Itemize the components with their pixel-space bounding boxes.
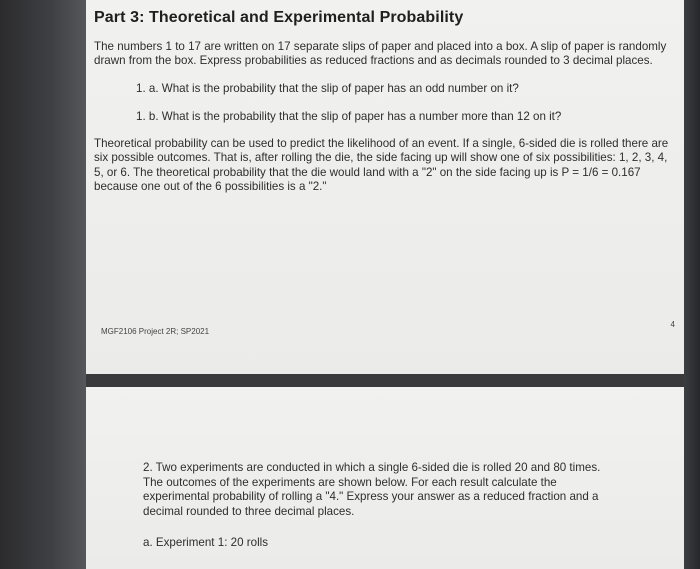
intro-paragraph: The numbers 1 to 17 are written on 17 separate slips of paper and placed into a box. A slip of paper is randomly drawn from the box. Express probabilities as reduced fractions and as decimals rounded to 3 decimal places. bbox=[94, 40, 667, 68]
background-right-edge bbox=[684, 0, 700, 569]
page-footer-label: MGF2106 Project 2R; SP2021 bbox=[101, 327, 210, 336]
question-2a: a. Experiment 1: 20 rolls bbox=[143, 536, 269, 549]
theory-paragraph: Theoretical probability can be used to predict the likelihood of an event. If a single, 6-sided die is rolled there are six possible outcomes. That is, after rolling the die, the side facing up will show one of six possibilities: 1, 2, 3, 4, 5, or 6. The theoretical probability that the die would land with a "2" on the side facing up is P = 1/6 = 0.167 because one out of the 6 possibilities is a "2." bbox=[94, 136, 669, 194]
document-page-4 bbox=[86, 0, 684, 374]
document-page-5 bbox=[86, 387, 684, 569]
page-number: 4 bbox=[670, 320, 675, 329]
question-1b: 1. b. What is the probability that the slip of paper has a number more than 12 on it? bbox=[136, 109, 562, 123]
background-left-edge bbox=[0, 0, 86, 569]
section-title: Part 3: Theoretical and Experimental Probability bbox=[94, 9, 464, 26]
question-2: 2. Two experiments are conducted in which a single 6-sided die is rolled 20 and 80 times. The outcomes of the experiments are shown below. For each result calculate the experimental probability of rolling a "4." Express your answer as a reduced fraction and a decimal rounded to three decimal places. bbox=[143, 461, 601, 518]
question-1a: 1. a. What is the probability that the slip of paper has an odd number on it? bbox=[136, 81, 519, 95]
